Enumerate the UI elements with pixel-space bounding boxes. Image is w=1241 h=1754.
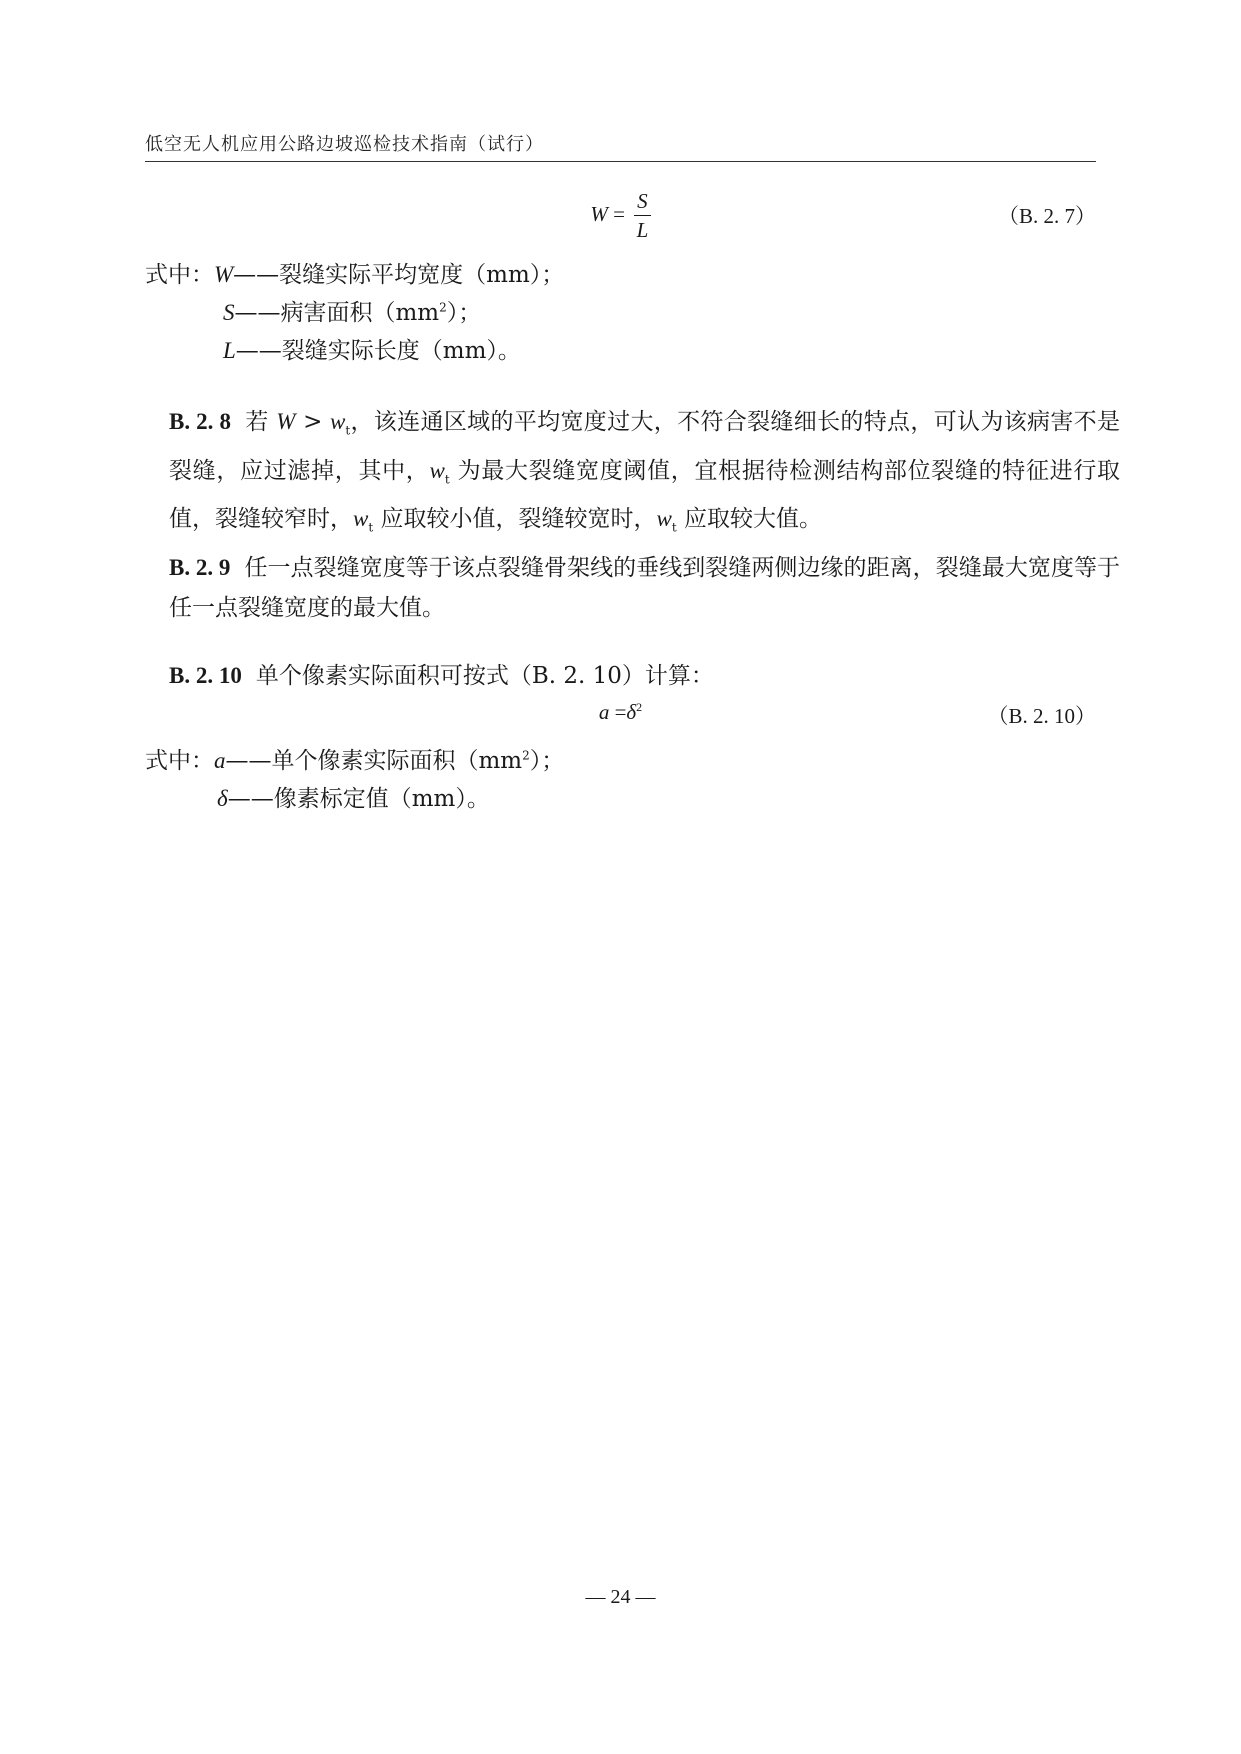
where-b27-dash-3: —— — [235, 338, 282, 364]
where-b27-row-2 — [223, 294, 481, 327]
eq-b210-equals: = — [614, 700, 627, 724]
clause-b28-text-1: 若 — [245, 409, 269, 435]
equation-b210-number: （B. 2. 10） — [987, 704, 1096, 728]
where-b210-dash-1: —— — [225, 748, 272, 774]
where-b210-sup-1: 2 — [522, 748, 530, 763]
equation-b27 — [145, 188, 1096, 244]
where-b27-sup-2: 2 — [439, 300, 447, 315]
where-b27-symbol-2: S — [223, 300, 235, 325]
where-b27-text-2b: ）； — [446, 300, 482, 326]
clause-b28-var-W: W — [276, 409, 296, 434]
clause-b29 — [145, 548, 1120, 628]
clause-b28-text-3: 为最大裂缝宽度阈值，宜根据待检测结构部位裂缝的特征进行取值，裂缝较窄时， — [169, 457, 1121, 533]
where-b27-symbol-3: L — [223, 338, 236, 363]
clause-b28-number: B. 2. 8 — [169, 409, 231, 434]
clause-b28-var-w-3: w — [353, 506, 369, 532]
clause-b28-sub-1: t — [345, 423, 351, 438]
eq-b27-lhs: W — [590, 201, 608, 226]
where-b210-text-1a: 单个像素实际面积（mm — [271, 748, 523, 774]
running-head: 低空无人机应用公路边坡巡检技术指南（试行） — [145, 134, 544, 155]
clause-b28-text-2: ，该连通区域的平均宽度过大，不符合裂缝细长的特点，可认为该病害不是裂缝，应过滤掉，其中， — [169, 409, 1121, 484]
clause-b28-gt: > — [295, 409, 331, 435]
where-b210-text-1b: ）； — [529, 748, 565, 774]
where-b210-row-1 — [145, 742, 564, 775]
clause-b210 — [145, 656, 1120, 696]
where-b27-dash-2: —— — [234, 300, 281, 326]
where-b27-dash-1: —— — [233, 262, 280, 288]
clause-b29-text: 任一点裂缝宽度等于该点裂缝骨架线的垂线到裂缝两侧边缘的距离，裂缝最大宽度等于任一点裂缝宽度的最大值。 — [169, 555, 1121, 621]
clause-b28-text-5: 应取较大值。 — [683, 506, 822, 533]
equation-b27-number: （B. 2. 7） — [997, 204, 1096, 228]
clause-b28-text-4: 应取较小值，裂缝较宽时， — [380, 506, 657, 533]
clause-b210-number: B. 2. 10 — [169, 663, 242, 688]
clause-b28-var-w-2: w — [429, 457, 445, 483]
where-b210-row-2 — [217, 780, 490, 813]
where-b210-dash-2: —— — [227, 786, 274, 812]
eq-b27-numerator: S — [634, 188, 651, 216]
where-b27-text-3: 裂缝实际长度（mm）。 — [281, 338, 521, 364]
where-b27-intro: 式中： — [145, 262, 214, 288]
clause-b210-text: 单个像素实际面积可按式（B. 2. 10）计算： — [255, 663, 714, 689]
eq-b27-equals: = — [613, 201, 625, 226]
where-b210-symbol-2: δ — [217, 786, 228, 811]
where-b27-text-1: 裂缝实际平均宽度（mm）； — [279, 262, 565, 288]
eq-b210-rhs: δ — [626, 700, 637, 724]
where-b27-row-3 — [223, 332, 521, 365]
clause-b28 — [145, 402, 1120, 548]
where-b210-intro: 式中： — [145, 748, 214, 774]
clause-b28-var-w-1: w — [330, 409, 346, 434]
clause-b28-var-w-4: w — [656, 506, 672, 532]
equation-b210-formula — [145, 700, 1096, 725]
clause-b28-sub-3: t — [368, 520, 374, 535]
clause-b29-number: B. 2. 9 — [169, 555, 231, 580]
where-b27-symbol-1: W — [214, 262, 234, 287]
header-rule — [145, 161, 1096, 162]
eq-b210-sup: 2 — [636, 700, 643, 714]
clause-b28-sub-2: t — [444, 472, 450, 487]
eq-b27-denominator: L — [636, 218, 649, 242]
page-number: — 24 — — [585, 1586, 656, 1608]
clause-b28-sub-4: t — [671, 520, 677, 535]
equation-b210 — [145, 700, 1096, 732]
where-b27-text-2a: 病害面积（mm — [280, 300, 440, 326]
eq-b27-fraction — [634, 188, 651, 244]
where-b210-symbol-1: a — [214, 748, 226, 773]
eq-b210-lhs: a — [598, 700, 610, 724]
equation-b27-formula — [145, 188, 1096, 244]
where-b27-row-1 — [145, 256, 564, 289]
where-b210-text-2: 像素标定值（mm）。 — [273, 786, 490, 812]
